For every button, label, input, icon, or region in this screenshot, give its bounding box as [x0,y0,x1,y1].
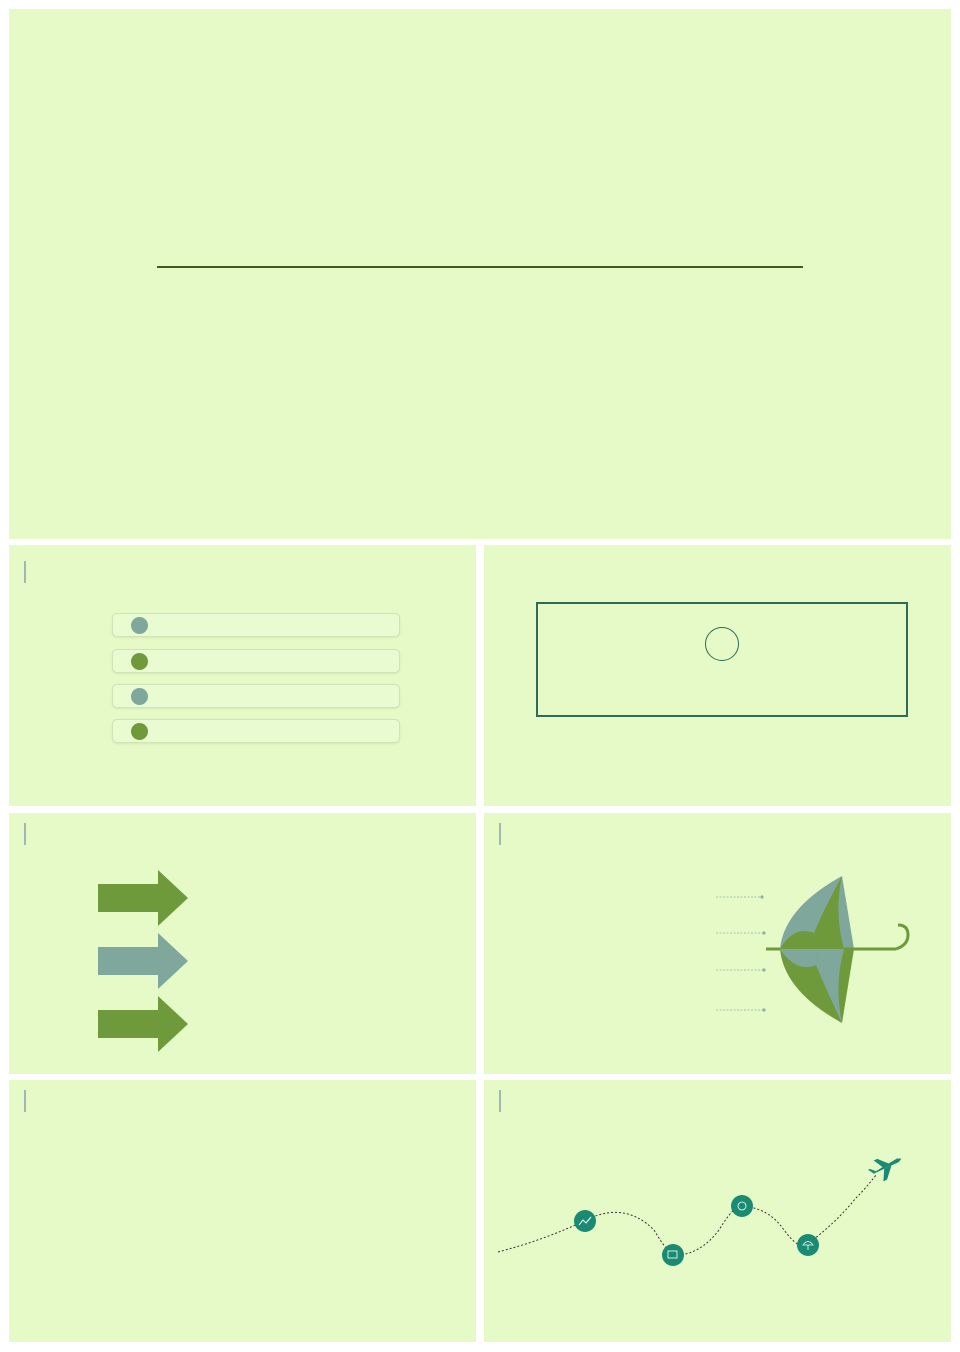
clover-corner-decoration [404,695,476,806]
toc-item[interactable] [112,613,400,637]
arrows-slide [9,813,476,1074]
toc-number-badge [131,688,148,705]
cover-slide [9,9,951,539]
timeline-node[interactable] [731,1195,753,1217]
section-number-circle [705,627,739,661]
timeline-node[interactable] [574,1210,596,1232]
clover-corner-decoration [879,695,951,806]
arrow-shape [98,933,188,989]
title-accent-bar [24,561,26,583]
clover-border-bottom [9,477,951,539]
umbrella-slide [484,813,951,1074]
toc-number-badge [131,723,148,740]
toc-item[interactable] [112,719,400,743]
toc-item[interactable] [112,684,400,708]
toc-item[interactable] [112,649,400,673]
section-slide [484,545,951,806]
toc-number-badge [131,617,148,634]
clover-border-top [9,9,951,73]
timeline-node[interactable] [662,1244,684,1266]
toc-slide [9,545,476,806]
timeline-path [484,1080,951,1342]
title-accent-bar [24,1090,26,1112]
arrow-shape [98,870,188,926]
timeline-slide [484,1080,951,1342]
airplane-icon [866,1150,907,1186]
title-underline [157,266,803,268]
umbrella-graphic [484,813,951,1074]
umbrella-handle [896,925,908,949]
title-accent-bar [24,823,26,845]
clover-icon [486,545,534,585]
bars-slide [9,1080,476,1342]
timeline-node[interactable] [797,1234,819,1256]
toc-number-badge [131,653,148,670]
connector-lines [716,897,764,1010]
arrow-shape [98,996,188,1052]
